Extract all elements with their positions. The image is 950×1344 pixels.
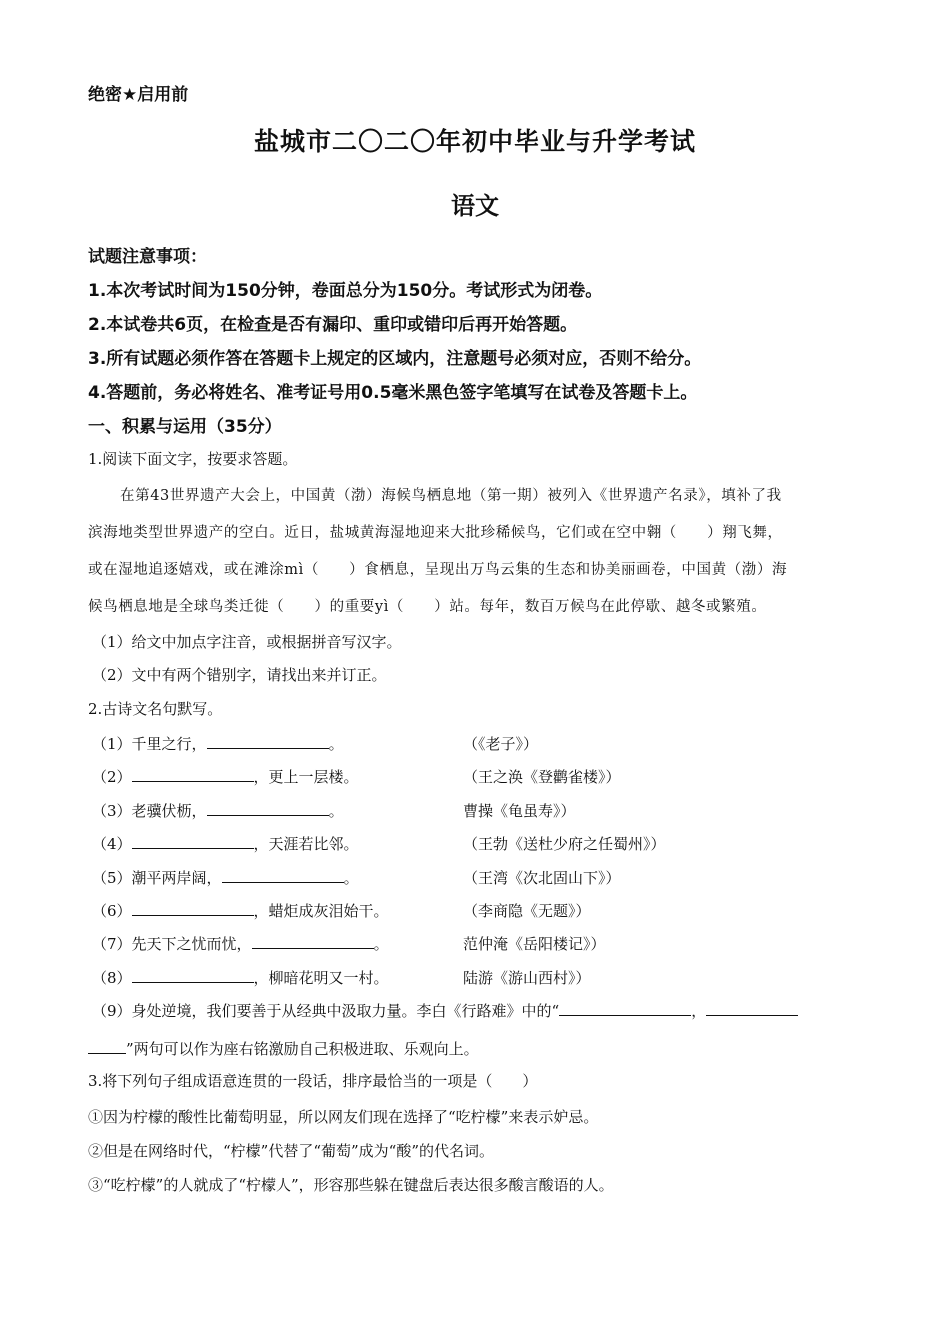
item-number: （5）: [92, 869, 132, 887]
question-2-stem: 2.古诗文名句默写。: [88, 700, 223, 718]
line-text: ，天涯若比邻。: [253, 835, 359, 853]
line-text: 先天下之忧而忧，: [131, 935, 252, 953]
poem-line: [92, 900, 389, 921]
answer-blank[interactable]: [207, 733, 329, 749]
line-text: 老骥伏枥，: [131, 802, 207, 820]
line-text: ，蜡炬成灰泪始干。: [253, 902, 389, 920]
line-text: 。: [373, 935, 389, 953]
poem-line: [92, 800, 344, 821]
option-3: ③“吃柠檬”的人就成了“柠檬人”，形容那些躲在键盘后表达很多酸言酸语的人。: [88, 1176, 614, 1194]
passage-line-4: 候鸟栖息地是全球鸟类迁徙（ ）的重要yì（ ）站。每年，数百万候鸟在此停歇、越冬或繁殖。: [88, 599, 767, 615]
poem-line: [92, 733, 344, 754]
poem-source: （王之涣《登鹳雀楼》）: [463, 768, 621, 786]
line-text: ，更上一层楼。: [253, 768, 359, 786]
item-9-comma: ，: [691, 1002, 707, 1020]
poem-line: [92, 867, 359, 888]
confidential-label: 绝密★启用前: [88, 85, 189, 105]
poem-line: [92, 766, 359, 787]
answer-blank[interactable]: [132, 900, 254, 916]
notice-rule-3: 3.所有试题必须作答在答题卡上规定的区域内，注意题号必须对应，否则不给分。: [88, 349, 702, 369]
poem-source: 陆游《游山西村》）: [463, 969, 591, 987]
passage-line-2: 滨海地类型世界遗产的空白。近日，盐城黄海湿地迎来大批珍稀候鸟，它们或在空中翱（ ）翔飞舞，: [88, 525, 783, 541]
question-1-sub-2: （2）文中有两个错别字，请找出来并订正。: [92, 666, 387, 684]
exam-title: 盐城市二〇二〇年初中毕业与升学考试: [253, 127, 696, 156]
question-1-stem: 1.阅读下面文字，按要求答题。: [88, 450, 298, 468]
poem-source: （王湾《次北固山下》）: [463, 869, 621, 887]
poem-source: 曹操《龟虽寿》）: [463, 802, 576, 820]
item-number: （1）: [92, 735, 132, 753]
line-text: ，柳暗花明又一村。: [253, 969, 389, 987]
poem-line: [92, 967, 389, 988]
passage-line-3: 或在湿地追逐嬉戏，或在滩涂mì（ ）食栖息，呈现出万鸟云集的生态和协美丽画卷，中国黄（渤）海: [88, 562, 788, 578]
question-3-stem: 3.将下列句子组成语意连贯的一段话，排序最恰当的一项是（ ）: [88, 1072, 538, 1090]
answer-blank[interactable]: [132, 766, 254, 782]
item-9-text-cont: ”两句可以作为座右铭激励自己积极进取、乐观向上。: [126, 1040, 479, 1058]
passage-line-1: 在第43世界遗产大会上，中国黄（渤）海候鸟栖息地（第一期）被列入《世界遗产名录》，填补了我: [120, 488, 782, 504]
poem-source: （王勃《送杜少府之任蜀州》）: [463, 835, 666, 853]
line-text: 。: [328, 802, 344, 820]
notice-rule-4: 4.答题前，务必将姓名、准考证号用0.5毫米黑色签字笔填写在试卷及答题卡上。: [88, 383, 698, 403]
item-number: （2）: [92, 768, 132, 786]
question-2-item-9-cont: [88, 1038, 479, 1059]
item-number: （3）: [92, 802, 132, 820]
line-text: 千里之行，: [131, 735, 207, 753]
notice-heading: 试题注意事项：: [88, 247, 207, 267]
question-2-item-9: [92, 1000, 798, 1021]
item-number: （6）: [92, 902, 132, 920]
poem-source: （李商隐《无题》）: [463, 902, 591, 920]
poem-source: （《老子》）: [463, 735, 539, 753]
answer-blank[interactable]: [706, 1000, 798, 1016]
option-2: ②但是在网络时代，“柠檬”代替了“葡萄”成为“酸”的代名词。: [88, 1142, 495, 1160]
answer-blank[interactable]: [207, 800, 329, 816]
answer-blank[interactable]: [222, 867, 344, 883]
item-number: （7）: [92, 935, 132, 953]
answer-blank[interactable]: [132, 833, 254, 849]
question-1-sub-1: （1）给文中加点字注音，或根据拼音写汉字。: [92, 633, 402, 651]
notice-rule-2: 2.本试卷共6页，在检查是否有漏印、重印或错印后再开始答题。: [88, 315, 578, 335]
item-number: （8）: [92, 969, 132, 987]
item-number: （4）: [92, 835, 132, 853]
answer-blank[interactable]: [88, 1038, 126, 1054]
item-9-text: （9）身处逆境，我们要善于从经典中汲取力量。李白《行路难》中的“: [92, 1002, 560, 1020]
poem-line: [92, 933, 389, 954]
poem-line: [92, 833, 359, 854]
line-text: 潮平两岸阔，: [131, 869, 222, 887]
subject-title: 语文: [451, 192, 499, 220]
answer-blank[interactable]: [559, 1000, 691, 1016]
line-text: 。: [328, 735, 344, 753]
answer-blank[interactable]: [132, 967, 254, 983]
section-heading: 一、积累与运用（35分）: [88, 417, 282, 437]
notice-rule-1: 1.本次考试时间为150分钟，卷面总分为150分。考试形式为闭卷。: [88, 281, 603, 301]
poem-source: 范仲淹《岳阳楼记》）: [463, 935, 606, 953]
option-1: ①因为柠檬的酸性比葡萄明显，所以网友们现在选择了“吃柠檬”来表示妒忌。: [88, 1108, 599, 1126]
line-text: 。: [343, 869, 359, 887]
answer-blank[interactable]: [252, 933, 374, 949]
